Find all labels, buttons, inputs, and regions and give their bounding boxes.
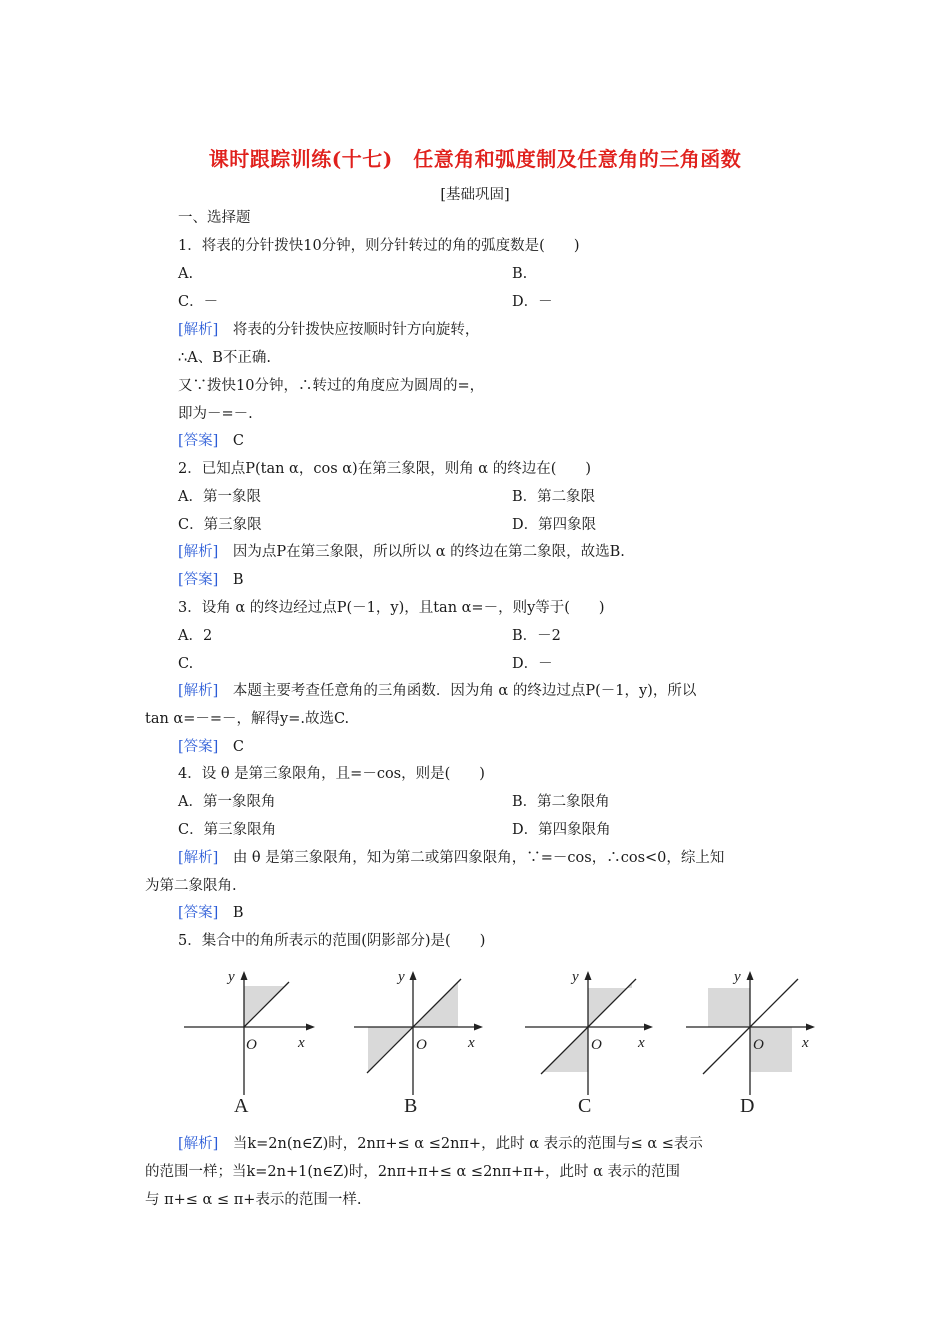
- analysis-tag: [解析]: [178, 544, 219, 560]
- option-c: C．第三象限: [178, 517, 262, 533]
- answer-value: C: [218, 433, 244, 449]
- answer-line: [178, 431, 244, 451]
- answer-tag: [答案]: [178, 433, 219, 449]
- analysis-line: [178, 542, 625, 562]
- answer-value: B: [218, 572, 244, 588]
- figure-b: [354, 969, 483, 1117]
- analysis-text: 的范围一样；当k=2n+1(n∈Z)时，2nπ+π+≤ α ≤2nπ+π+，此时 α 表示的范围: [145, 1164, 680, 1180]
- analysis-line: [178, 1134, 703, 1154]
- axis-y-label: y: [228, 969, 235, 985]
- shaded-region: [244, 986, 284, 1026]
- figure-d: [686, 969, 815, 1117]
- analysis-tag: [解析]: [178, 322, 219, 338]
- angle-region-figures: [170, 960, 830, 1120]
- analysis-tag: [解析]: [178, 683, 219, 699]
- answer-line: [178, 570, 243, 590]
- analysis-tag: [解析]: [178, 1136, 219, 1152]
- figure-label: D: [740, 1095, 755, 1117]
- option-c: C.: [178, 656, 194, 672]
- axis-x-label: x: [802, 1035, 809, 1051]
- origin-label: O: [246, 1037, 257, 1053]
- analysis-text: 本题主要考查任意角的三角函数．因为角 α 的终边过点P(－1，y)，所以: [218, 683, 697, 699]
- option-c: C．第三象限角: [178, 822, 277, 838]
- analysis-text: 为第二象限角.: [145, 878, 237, 894]
- analysis-text: 将表的分针拨快应按顺时针方向旋转，: [218, 322, 480, 338]
- option-d: D．－: [512, 656, 553, 672]
- option-b: B．－2: [512, 628, 561, 644]
- axis-y-label: y: [734, 969, 741, 985]
- analysis-line: [178, 848, 724, 868]
- option-a: A．2: [178, 628, 213, 644]
- axis-x-label: x: [468, 1035, 475, 1051]
- figure-label: A: [234, 1095, 249, 1117]
- analysis-line: [178, 320, 479, 340]
- figure-a: [184, 969, 315, 1117]
- answer-tag: [答案]: [178, 739, 219, 755]
- option-b: B.: [512, 266, 528, 282]
- answer-tag: [答案]: [178, 905, 219, 921]
- option-d: D．－: [512, 294, 553, 310]
- option-b: B．第二象限角: [512, 794, 610, 810]
- answer-line: [178, 737, 244, 757]
- option-b: B．第二象限: [512, 489, 596, 505]
- option-c: C．－: [178, 294, 219, 310]
- analysis-text: 即为－=－.: [178, 406, 253, 422]
- section-heading: 一、选择题: [178, 210, 251, 226]
- analysis-text: 因为点P在第三象限，所以所以 α 的终边在第二象限，故选B.: [218, 544, 625, 560]
- page-title: 课时跟踪训练(十七) 任意角和弧度制及任意角的三角函数: [208, 147, 742, 171]
- option-a: A.: [178, 266, 194, 282]
- question-3: 3．设角 α 的终边经过点P(－1，y)，且tan α=－，则y等于( ): [178, 600, 605, 616]
- origin-label: O: [416, 1037, 427, 1053]
- analysis-line: [178, 681, 696, 701]
- analysis-text: tan α=－=－，解得y=.故选C.: [145, 711, 350, 727]
- analysis-text: 与 π+≤ α ≤ π+表示的范围一样.: [145, 1192, 362, 1208]
- option-a: A．第一象限: [178, 489, 261, 505]
- question-1: 1．将表的分针拨快10分钟，则分针转过的角的弧度数是( ): [178, 238, 580, 254]
- analysis-tag: [解析]: [178, 850, 219, 866]
- analysis-text: 又∵拨快10分钟，∴转过的角度应为圆周的=，: [178, 378, 485, 394]
- axis-y-label: y: [398, 969, 405, 985]
- option-d: D．第四象限: [512, 517, 597, 533]
- analysis-text: 由 θ 是第三象限角，知为第二或第四象限角，∵=－cos，∴cos<0，综上知: [218, 850, 725, 866]
- section-label: [基础巩固]: [440, 187, 510, 203]
- origin-label: O: [591, 1037, 602, 1053]
- figure-c: [525, 969, 653, 1117]
- answer-value: B: [218, 905, 244, 921]
- answer-value: C: [218, 739, 244, 755]
- figure-label: B: [404, 1095, 418, 1117]
- figure-label: C: [578, 1095, 592, 1117]
- question-4: 4．设 θ 是第三象限角，且=－cos，则是( ): [178, 766, 485, 782]
- answer-tag: [答案]: [178, 572, 219, 588]
- axis-x-label: x: [298, 1035, 305, 1051]
- option-a: A．第一象限角: [178, 794, 276, 810]
- option-d: D．第四象限角: [512, 822, 611, 838]
- axis-y-label: y: [572, 969, 579, 985]
- question-2: 2．已知点P(tan α，cos α)在第三象限，则角 α 的终边在( ): [178, 461, 592, 477]
- answer-line: [178, 903, 243, 923]
- axis-x-label: x: [638, 1035, 645, 1051]
- analysis-text: 当k=2n(n∈Z)时，2nπ+≤ α ≤2nπ+，此时 α 表示的范围与≤ α ≤表示: [218, 1136, 703, 1152]
- origin-label: O: [753, 1037, 764, 1053]
- question-5: 5．集合中的角所表示的范围(阴影部分)是( ): [178, 933, 486, 949]
- analysis-text: ∴A、B不正确.: [178, 350, 271, 366]
